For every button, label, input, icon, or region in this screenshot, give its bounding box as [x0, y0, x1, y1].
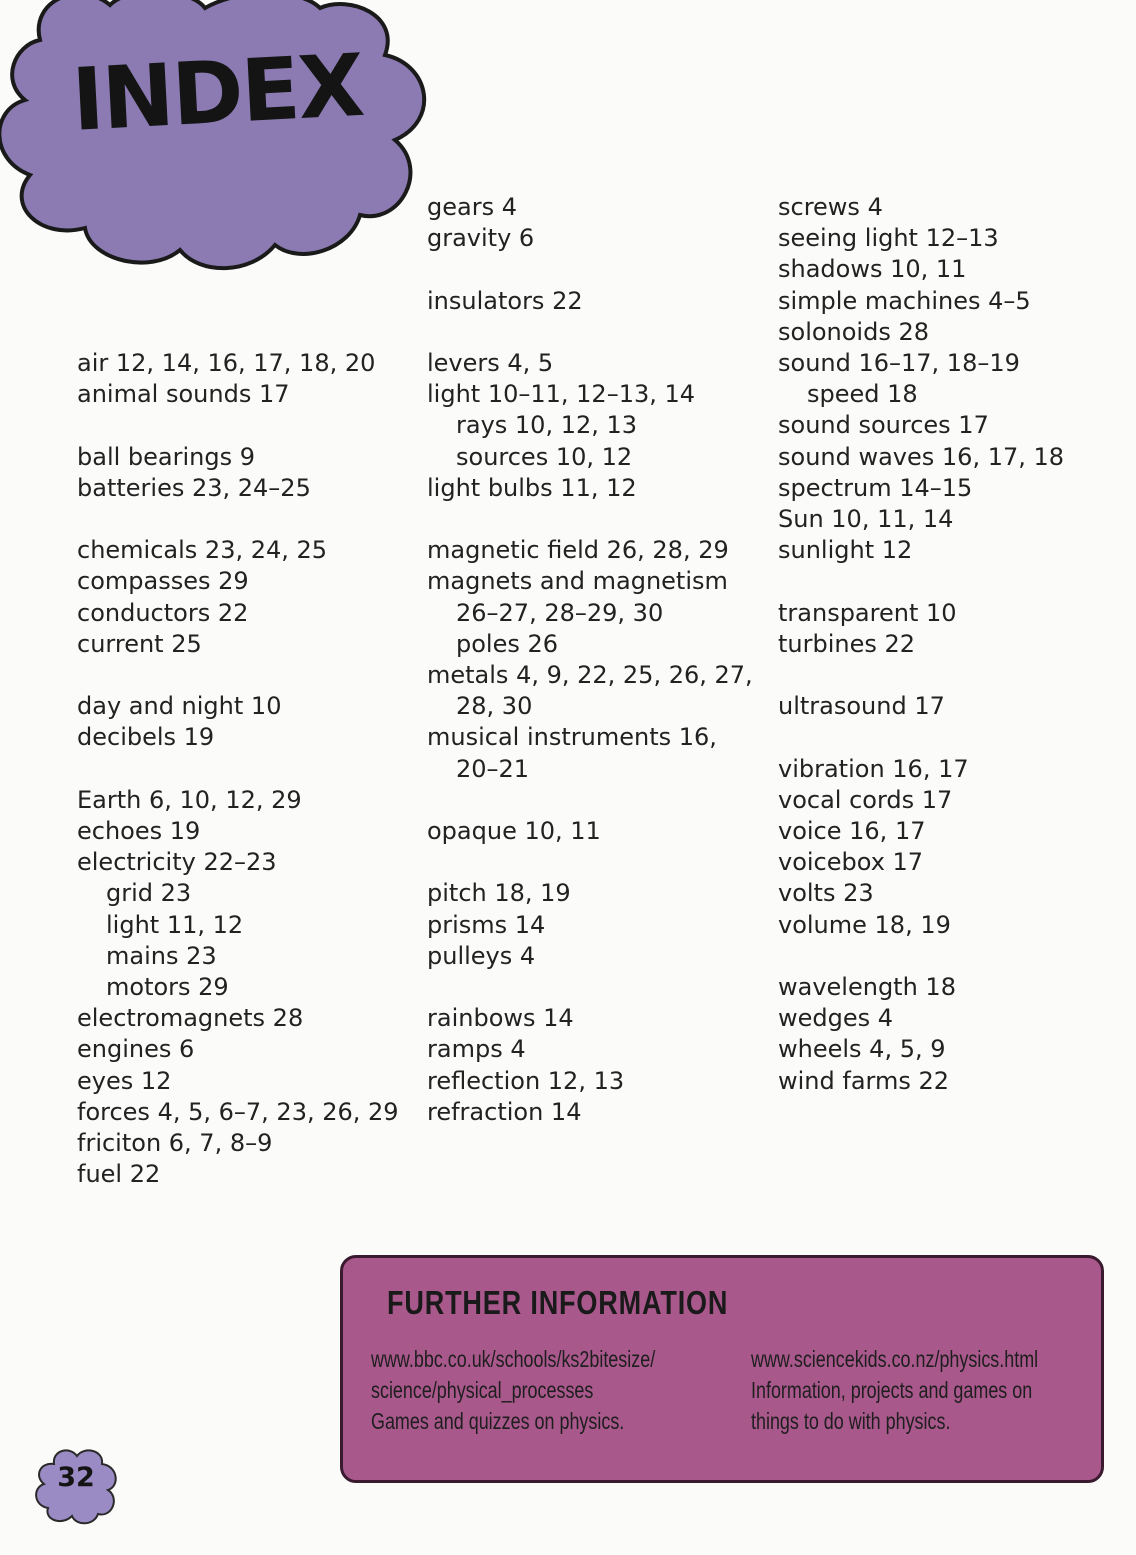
- index-entry: electromagnets 28: [77, 1004, 304, 1033]
- index-entry: Earth 6, 10, 12, 29: [77, 785, 302, 814]
- index-spacer: [427, 504, 753, 535]
- bbc-resource: [371, 1344, 655, 1437]
- index-spacer: [77, 754, 399, 785]
- index-spacer: [77, 504, 399, 535]
- sciencekids-link[interactable]: www.sciencekids.co.nz/physics.html: [751, 1346, 1039, 1372]
- index-spacer: [778, 722, 1064, 753]
- index-entry: animal sounds 17: [77, 380, 290, 409]
- index-entry: sunlight 12: [778, 536, 913, 565]
- index-entry: ball bearings 9: [77, 442, 255, 471]
- sciencekids-resource: [751, 1344, 1038, 1437]
- index-spacer: [427, 972, 753, 1003]
- index-entry: compasses 29: [77, 567, 249, 596]
- index-entry: fuel 22: [77, 1160, 161, 1189]
- index-entry: sound 16–17, 18–19: [778, 349, 1020, 378]
- index-entry: light bulbs 11, 12: [427, 473, 637, 502]
- index-spacer: [427, 254, 753, 285]
- index-entry: musical instruments 16,: [427, 723, 717, 752]
- index-entry: ultrasound 17: [778, 692, 945, 721]
- bbc-link[interactable]: www.bbc.co.uk/schools/ks2bitesize/: [371, 1346, 656, 1372]
- index-entry: simple machines 4–5: [778, 286, 1031, 315]
- index-entry: transparent 10: [778, 598, 957, 627]
- index-entry: wavelength 18: [778, 973, 956, 1002]
- index-entry: current 25: [77, 629, 202, 658]
- index-spacer: [77, 410, 399, 441]
- index-entry: day and night 10: [77, 692, 282, 721]
- index-entry: echoes 19: [77, 816, 201, 845]
- index-entry: opaque 10, 11: [427, 817, 601, 845]
- index-entry: volts 23: [778, 879, 874, 908]
- bbc-description: Games and quizzes on physics.: [371, 1408, 625, 1434]
- index-entry: solonoids 28: [778, 317, 930, 346]
- index-entry: light 10–11, 12–13, 14: [427, 380, 696, 409]
- index-entry: air 12, 14, 16, 17, 18, 20: [77, 349, 376, 377]
- index-entry: gravity 6: [427, 224, 535, 253]
- index-spacer: [427, 317, 753, 348]
- index-entry: turbines 22: [778, 629, 916, 658]
- index-entry: voice 16, 17: [778, 817, 926, 846]
- index-subentry: poles 26: [456, 629, 559, 658]
- index-column-3: [778, 192, 1064, 1097]
- index-entry: vibration 16, 17: [778, 754, 969, 783]
- index-entry: levers 4, 5: [427, 348, 554, 377]
- index-entry: conductors 22: [77, 598, 249, 627]
- index-subentry: 26–27, 28–29, 30: [456, 598, 664, 627]
- index-entry: pitch 18, 19: [427, 879, 571, 908]
- index-entry: sound sources 17: [778, 411, 989, 440]
- index-entry: ramps 4: [427, 1035, 526, 1064]
- page-number: 32: [57, 1462, 95, 1493]
- index-entry: pulleys 4: [427, 941, 536, 970]
- index-subentry: 28, 30: [456, 692, 533, 721]
- index-entry: shadows 10, 11: [778, 255, 967, 284]
- further-information-box: [340, 1255, 1104, 1483]
- index-entry: engines 6: [77, 1035, 195, 1064]
- index-entry: gears 4: [427, 193, 517, 221]
- index-subentry: rays 10, 12, 13: [456, 411, 638, 440]
- index-column-1: [77, 348, 399, 1190]
- index-entry: decibels 19: [77, 723, 215, 752]
- index-entry: voicebox 17: [778, 848, 924, 877]
- index-subentry: 20–21: [456, 754, 530, 783]
- index-spacer: [427, 785, 753, 816]
- index-entry: metals 4, 9, 22, 25, 26, 27,: [427, 661, 753, 689]
- index-entry: sound waves 16, 17, 18: [778, 442, 1065, 471]
- index-spacer: [427, 847, 753, 878]
- index-entry: screws 4: [778, 193, 883, 221]
- sciencekids-description-2: things to do with physics.: [751, 1408, 951, 1434]
- index-entry: reflection 12, 13: [427, 1066, 625, 1095]
- index-entry: forces 4, 5, 6–7, 23, 26, 29: [77, 1097, 399, 1126]
- index-entry: Sun 10, 11, 14: [778, 505, 954, 534]
- index-entry: batteries 23, 24–25: [77, 473, 311, 502]
- index-entry: vocal cords 17: [778, 785, 953, 814]
- index-subentry: mains 23: [106, 941, 217, 970]
- index-entry: wheels 4, 5, 9: [778, 1035, 946, 1064]
- index-spacer: [778, 941, 1064, 972]
- index-subentry: motors 29: [106, 973, 229, 1001]
- index-spacer: [778, 660, 1064, 691]
- index-entry: chemicals 23, 24, 25: [77, 536, 328, 565]
- index-entry: electricity 22–23: [77, 848, 277, 877]
- index-subentry: sources 10, 12: [456, 442, 633, 471]
- index-entry: eyes 12: [77, 1066, 172, 1095]
- index-subentry: light 11, 12: [106, 910, 244, 939]
- further-information-title: FURTHER INFORMATION: [387, 1284, 729, 1321]
- index-subentry: grid 23: [106, 879, 192, 908]
- index-column-2: [427, 192, 753, 1128]
- index-subentry: speed 18: [807, 380, 918, 409]
- index-entry: rainbows 14: [427, 1004, 574, 1033]
- index-entry: magnetic field 26, 28, 29: [427, 536, 729, 565]
- index-entry: prisms 14: [427, 910, 546, 939]
- bbc-link-continued[interactable]: science/physical_processes: [371, 1377, 594, 1403]
- index-entry: seeing light 12–13: [778, 224, 999, 253]
- index-entry: insulators 22: [427, 286, 583, 315]
- index-entry: magnets and magnetism: [427, 567, 728, 596]
- page-title: INDEX: [69, 35, 365, 151]
- sciencekids-description-1: Information, projects and games on: [751, 1377, 1033, 1403]
- index-spacer: [77, 660, 399, 691]
- index-entry: wedges 4: [778, 1004, 894, 1033]
- index-entry: wind farms 22: [778, 1066, 950, 1095]
- index-entry: volume 18, 19: [778, 910, 951, 939]
- index-entry: spectrum 14–15: [778, 473, 973, 502]
- index-spacer: [778, 566, 1064, 597]
- index-entry: refraction 14: [427, 1097, 582, 1126]
- index-entry: friciton 6, 7, 8–9: [77, 1129, 273, 1158]
